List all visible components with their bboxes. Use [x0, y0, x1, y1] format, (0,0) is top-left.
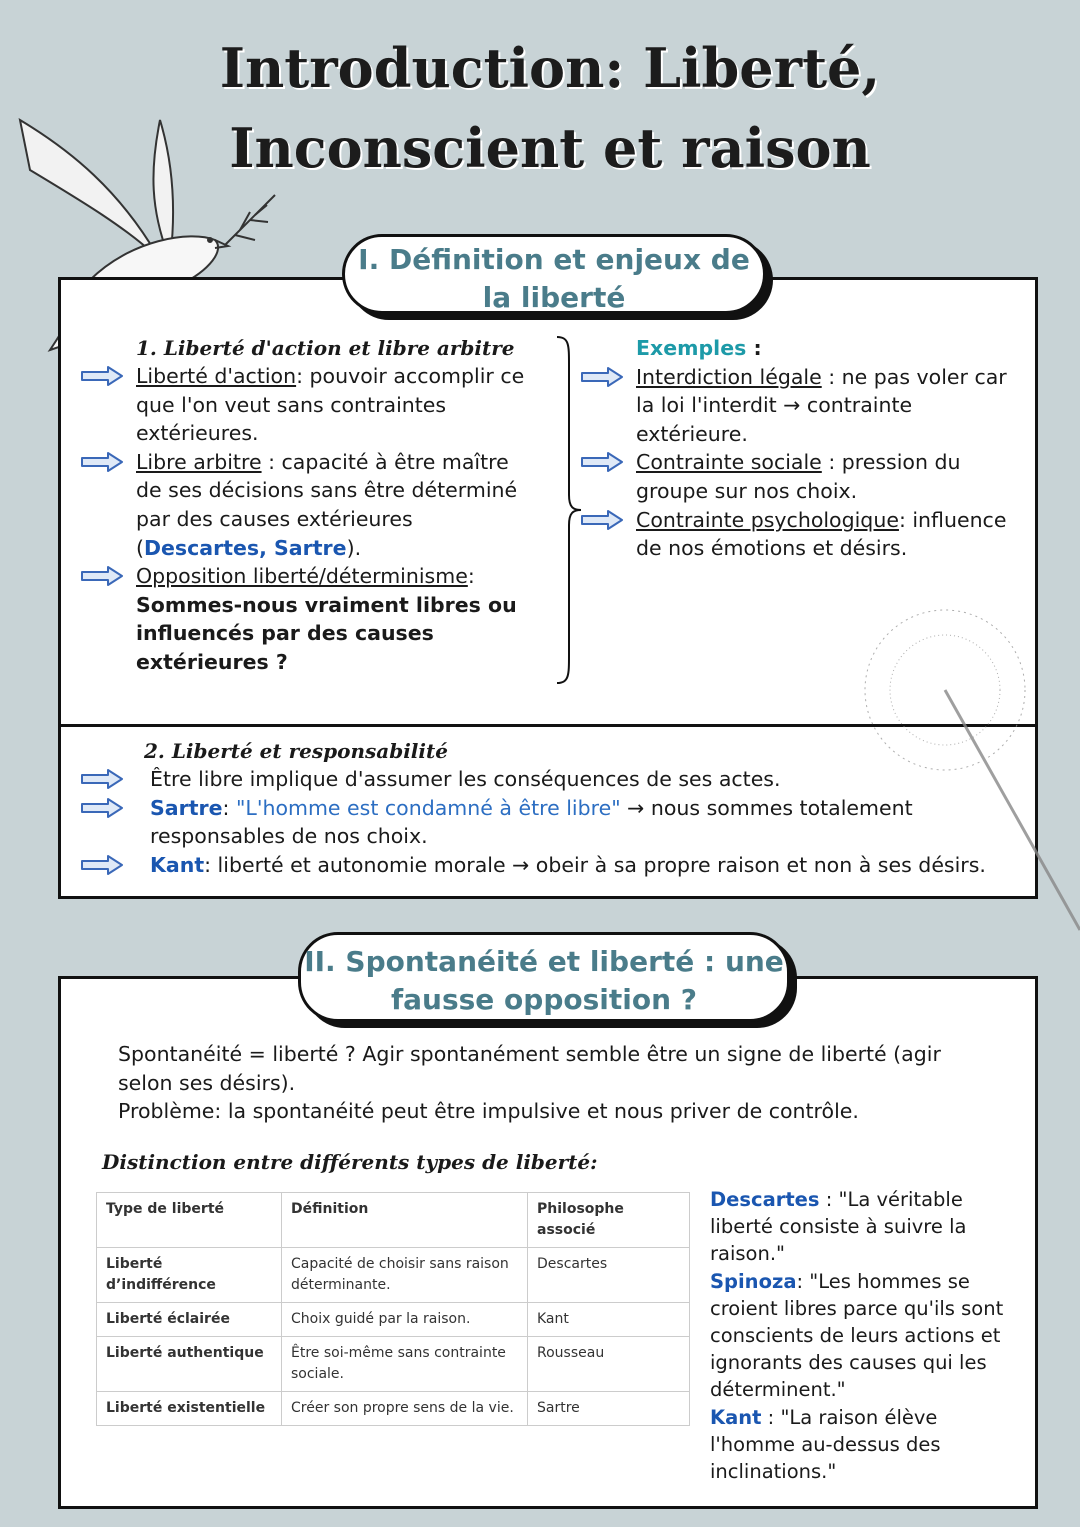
section-2-intro: Spontanéité = liberté ? Agir spontanément semble être un signe de liberté (agir selon ses désirs). Problème: la spontanéité peut être impulsive et nous priver de contrôle.: [118, 1042, 941, 1124]
table-row: Liberté éclairée Choix guidé par la raison. Kant: [97, 1303, 690, 1337]
examples-heading: Exemples: [636, 336, 747, 360]
section-1-title: I. Définition et enjeux de la liberté: [342, 234, 766, 314]
table-row: Liberté authentique Être soi-même sans contrainte sociale. Rousseau: [97, 1337, 690, 1392]
table-heading: Distinction entre différents types de liberté:: [102, 1150, 598, 1174]
table-row: Liberté existentielle Créer son propre sens de la vie. Sartre: [97, 1392, 690, 1426]
list-item: Contrainte psychologique: influence de nos émotions et désirs.: [580, 506, 1030, 563]
quote-kant: Kant : "La raison élève l'homme au-dessus des inclinations.": [710, 1405, 941, 1484]
arrow-icon: [80, 855, 124, 875]
subsection-2-heading: 2. Liberté et responsabilité: [144, 739, 448, 763]
subsection-1-heading: 1. Liberté d'action et libre arbitre: [136, 336, 515, 360]
arrow-icon: [80, 566, 124, 586]
list-item: Libre arbitre : capacité à être maître de ses décisions sans être déterminé par des causes extérieures (Descartes, Sartre).: [80, 448, 540, 562]
liberty-types-table: [96, 1192, 690, 1426]
arrow-icon: [80, 366, 124, 386]
philosopher-quotes: [710, 1186, 1020, 1485]
list-item: Être libre implique d'assumer les conséquences de ses actes.: [80, 765, 1020, 794]
list-item: Kant: liberté et autonomie morale → obeir à sa propre raison et non à ses désirs.: [80, 851, 1020, 880]
list-item: Opposition liberté/déterminisme: Sommes-nous vraiment libres ou influencés par des causes extérieures ?: [80, 562, 540, 676]
arrow-icon: [580, 367, 624, 387]
subsection-1: [80, 334, 540, 677]
arrow-icon: [580, 452, 624, 472]
examples: Exemples : Interdiction légale : ne pas voler car la loi l'interdit → contrainte extérieure. Contrainte sociale : pression du groupe sur nos choix. Contrainte psychologique: influence de nos émotions et désirs.: [580, 334, 1030, 563]
section-2-title: II. Spontanéité et liberté : une fausse opposition ?: [298, 932, 790, 1022]
arrow-icon: [80, 798, 124, 818]
page-title: Introduction: Liberté, Inconscient et raison: [219, 36, 881, 180]
dandelion-illustration: [860, 590, 1080, 940]
arrow-icon: [80, 769, 124, 789]
arrow-icon: [80, 452, 124, 472]
quote-spinoza: Spinoza: "Les hommes se croient libres parce qu'ils sont conscients de leurs actions et ignorants des causes qui les déterminent.": [710, 1269, 1004, 1402]
quote-descartes: Descartes : "La véritable liberté consiste à suivre la raison.": [710, 1188, 967, 1266]
list-item: Contrainte sociale : pression du groupe sur nos choix.: [580, 448, 1030, 505]
table-header-row: Type de liberté Définition Philosophe associé: [97, 1193, 690, 1248]
list-item: Liberté d'action: pouvoir accomplir ce que l'on veut sans contraintes extérieures.: [80, 362, 540, 448]
arrow-icon: [580, 510, 624, 530]
list-item: Sartre: "L'homme est condamné à être libre" → nous sommes totalement responsables de nos choix.: [80, 794, 1020, 851]
list-item: Interdiction légale : ne pas voler car la loi l'interdit → contrainte extérieure.: [580, 363, 1030, 449]
table-row: Liberté d’indifférence Capacité de choisir sans raison déterminante. Descartes: [97, 1248, 690, 1303]
